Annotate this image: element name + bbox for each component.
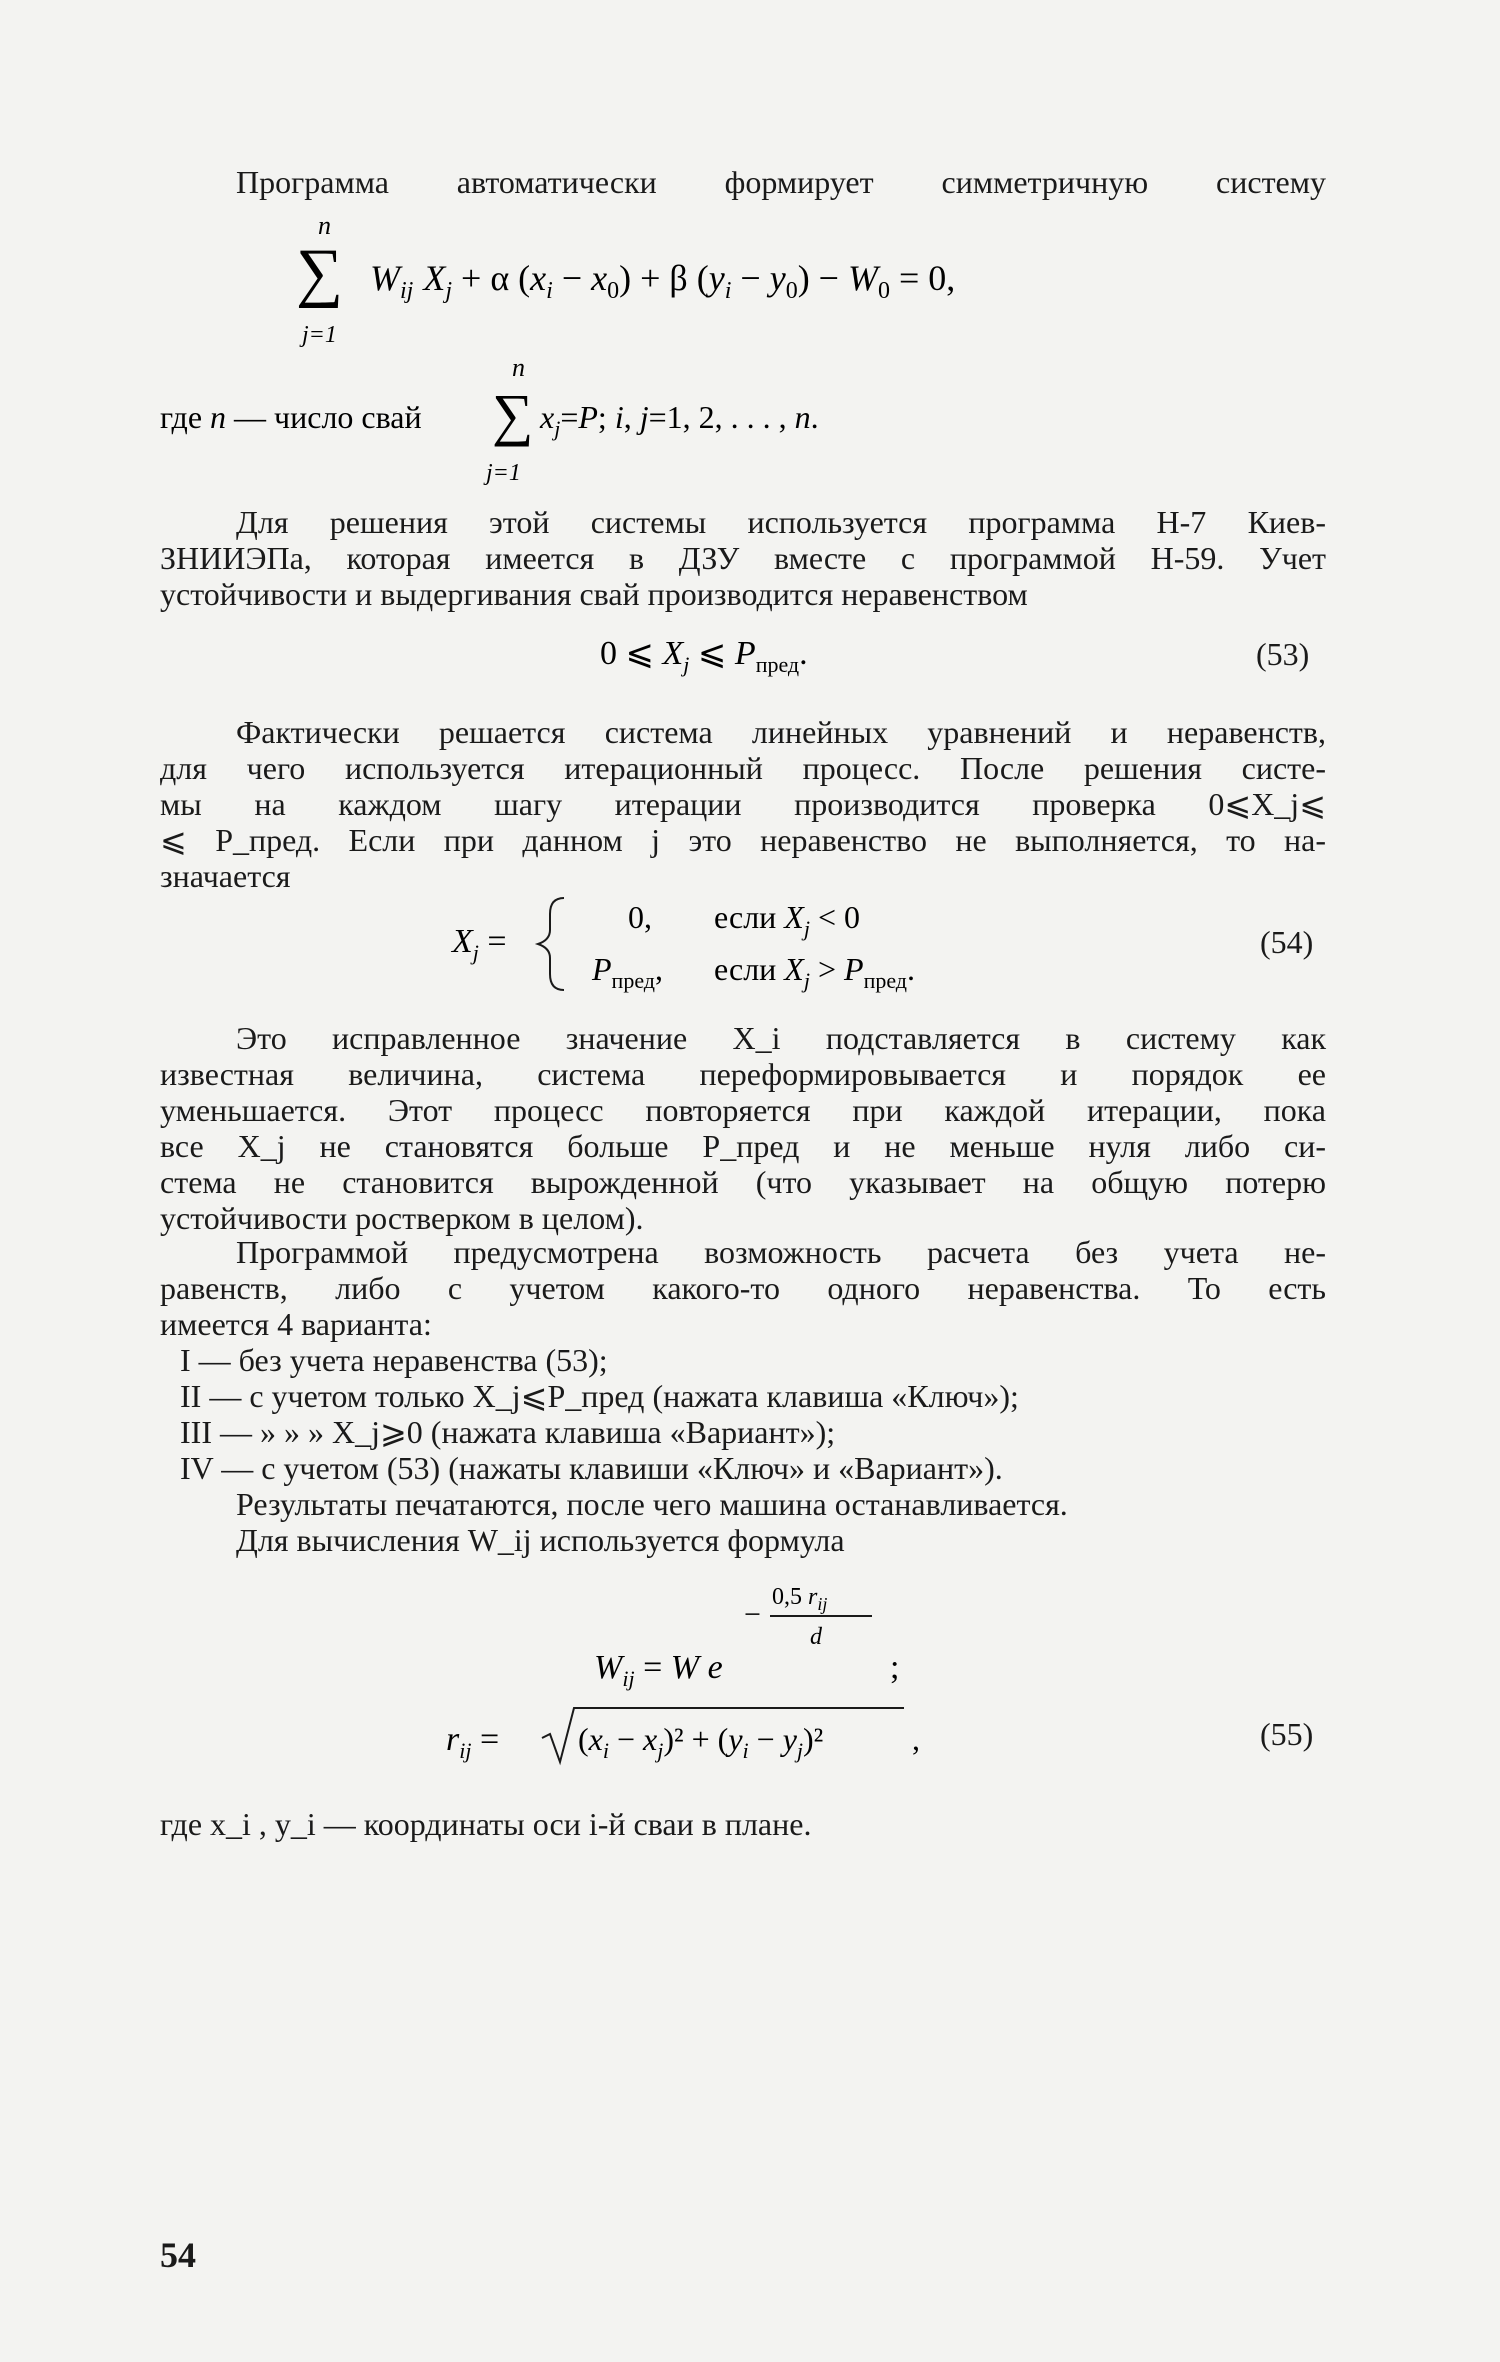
- variant-item: II — с учетом только X_j⩽P_пред (нажата клавиша «Ключ»);: [180, 1378, 1019, 1414]
- equation-number-54: (54): [1260, 924, 1314, 960]
- sum-lower-limit: j=1: [302, 322, 337, 348]
- sum-sign: ∑: [296, 236, 344, 309]
- equation-55-distance: [446, 1700, 966, 1779]
- sum-upper-limit: n: [318, 211, 331, 240]
- svg-text:j=1: j=1: [486, 460, 521, 486]
- svg-text:если Xj < 0: если $X_j < 0$: [714, 899, 861, 941]
- equation-53: [600, 628, 860, 687]
- text-line: устойчивости ростверком в целом).: [160, 1200, 644, 1236]
- equation-55-weight-graphic: [594, 1572, 934, 1692]
- paragraph-iteration: [160, 714, 1326, 894]
- variants-list: [180, 1342, 1019, 1486]
- svg-text:0,: 0,: [628, 899, 652, 935]
- page-number: 54: [160, 2235, 196, 2275]
- result-line: Результаты печатаются, после чего машина останавливается.: [236, 1486, 1068, 1522]
- text-line: для чего используется итерационный процесс. После решения систе-: [160, 750, 1326, 786]
- variant-item: IV — с учетом (53) (нажаты клавиши «Ключ» и «Вариант»).: [180, 1450, 1003, 1486]
- text-line: мы на каждом шагу итерации производится проверка 0⩽X_j⩽: [160, 786, 1326, 822]
- svg-text:d: d: [810, 1624, 822, 1650]
- equation-body: $W_{ij}$ $X_j + \alpha$ $(x_i - x_0) + \beta$ $(y_i - y_0) - W_0 = 0$,: [370, 258, 956, 304]
- equation-number-53: (53): [1256, 636, 1310, 672]
- svg-text:∑: ∑: [492, 382, 534, 447]
- intro-paragraph: [236, 164, 1326, 200]
- equation-54: [452, 884, 1012, 1013]
- svg-text:если Xj > Pпред.: если $X_j > P_{пред}$.: [714, 951, 916, 993]
- variant-item: I — без учета неравенства (53);: [180, 1342, 608, 1378]
- svg-text:rij =: $r_{ij}$ =: [446, 1721, 500, 1763]
- text-line: равенств, либо с учетом какого-то одного неравенства. То есть: [160, 1270, 1326, 1306]
- equation-number-55: (55): [1260, 1716, 1314, 1752]
- svg-text:Pпред,: $P_{пред}$,: [592, 951, 663, 993]
- equation-system: [296, 212, 1136, 361]
- text-line: значается: [160, 858, 291, 894]
- svg-text:0,5 rij: 0,5 $r_{ij}$: [772, 1584, 828, 1614]
- text-line: Фактически решается система линейных уравнений и неравенств,: [236, 714, 1326, 750]
- equation-55-distance-graphic: [446, 1700, 966, 1770]
- intro-line: Программа автоматически формирует симметричную систему: [236, 164, 1326, 200]
- paragraph-program-h7: [160, 504, 1326, 612]
- where-coordinates-line: где x_i , y_i — координаты оси i-й сваи в плане.: [160, 1806, 812, 1842]
- svg-text:(xi − xj)² + (yi − yj)²: $(x_i - x_j)^2 + (y_i - y_j)^2$: [578, 1721, 824, 1763]
- svg-text:0 ⩽ Xj ⩽ Pпред.: 0 ⩽ $X_j$ ⩽ $P_{пред}$.: [600, 635, 808, 677]
- svg-text:xj=P; i, j=1, 2, . . . , n.: $x_j=P$; i, j=1, 2, . . . , n.: [540, 399, 819, 441]
- svg-text:,: ,: [912, 1721, 920, 1757]
- equation-54-graphic: [452, 884, 1012, 1004]
- svg-text:−: −: [744, 1598, 761, 1631]
- text-line: все X_j не становятся больше P_пред и не меньше нуля либо си-: [160, 1128, 1326, 1164]
- text-line: стема не становится вырожденной (что указывает на общую потерю: [160, 1164, 1326, 1200]
- variant-item: III — » » » X_j⩾0 (нажата клавиша «Вариант»);: [180, 1414, 836, 1450]
- svg-text:n: n: [512, 353, 525, 382]
- svg-text:;: ;: [890, 1649, 900, 1686]
- equation-53-graphic: [600, 628, 860, 678]
- paragraph-variants-intro: [160, 1234, 1326, 1342]
- text-line: Это исправленное значение X_i подставляется в систему как: [236, 1020, 1326, 1056]
- text-line: ЗНИИЭПа, которая имеется в ДЗУ вместе с программой Н-59. Учет: [160, 540, 1326, 576]
- text-line: известная величина, система переформировывается и порядок ее: [160, 1056, 1326, 1092]
- formula-intro: Для вычисления W_ij используется формула: [236, 1522, 845, 1558]
- text-line: устойчивости и выдергивания свай производится неравенством: [160, 576, 1028, 612]
- svg-text:Wij = W e: $W_{ij} = W$ e: [594, 1649, 723, 1691]
- where-n-line: [160, 353, 1060, 495]
- svg-text:где n — число свай: где n — число свай: [160, 399, 422, 435]
- equation-system-graphic: [296, 212, 1136, 352]
- text-line: ⩽ P_пред. Если при данном j это неравенство не выполняется, то на-: [160, 822, 1326, 858]
- svg-text:Xj =: $X_j$ =: [452, 923, 507, 965]
- text-line: Для решения этой системы используется программа Н-7 Киев-: [236, 504, 1326, 540]
- equation-55-weight: [594, 1572, 934, 1701]
- text-line: имеется 4 варианта:: [160, 1306, 432, 1342]
- paragraph-corrected-value: [160, 1020, 1326, 1236]
- text-line: уменьшается. Этот процесс повторяется при каждой итерации, пока: [160, 1092, 1326, 1128]
- where-n-graphic: [160, 353, 1060, 486]
- text-line: Программой предусмотрена возможность расчета без учета не-: [236, 1234, 1326, 1270]
